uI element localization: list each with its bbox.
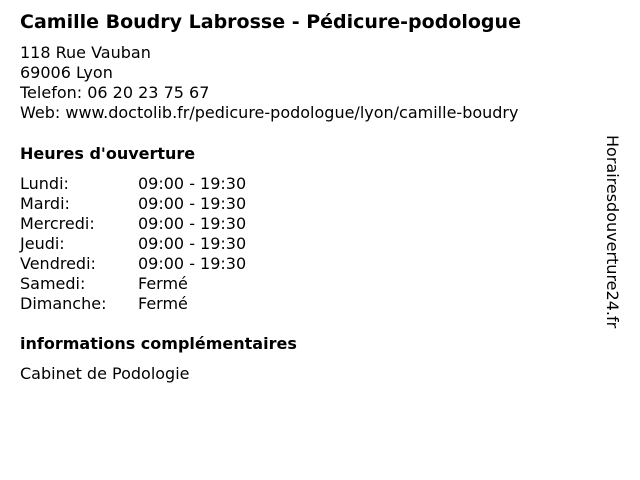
day-label: Jeudi: [20, 234, 65, 253]
hours-row-friday [20, 254, 246, 274]
day-label: Lundi: [20, 174, 69, 193]
page-title: Camille Boudry Labrosse - Pédicure-podologue [20, 11, 521, 33]
city-address: 69006 Lyon [20, 63, 113, 82]
opening-hours-heading: Heures d'ouverture [20, 144, 196, 163]
day-hours: Fermé [138, 274, 188, 293]
additional-info-text: Cabinet de Podologie [20, 364, 190, 383]
day-label: Mardi: [20, 194, 70, 213]
day-label: Samedi: [20, 274, 86, 293]
hours-row-monday [20, 174, 246, 194]
hours-row-tuesday [20, 194, 246, 214]
day-hours: 09:00 - 19:30 [138, 174, 247, 193]
day-label: Dimanche: [20, 294, 107, 313]
hours-row-thursday [20, 234, 246, 254]
site-brand-watermark: Horairesdouverture24.fr [603, 135, 622, 329]
day-hours: 09:00 - 19:30 [138, 234, 247, 253]
day-hours: Fermé [138, 294, 188, 313]
day-hours: 09:00 - 19:30 [138, 194, 247, 213]
hours-row-sunday [20, 294, 246, 314]
hours-row-saturday [20, 274, 246, 294]
day-hours: 09:00 - 19:30 [138, 214, 247, 233]
day-label: Mercredi: [20, 214, 95, 233]
day-label: Vendredi: [20, 254, 96, 273]
opening-hours-table [20, 174, 246, 314]
contact-block [20, 43, 518, 123]
website-link[interactable]: Web: www.doctolib.fr/pedicure-podologue/lyon/camille-boudry [20, 103, 519, 122]
day-hours: 09:00 - 19:30 [138, 254, 247, 273]
phone-number: Telefon: 06 20 23 75 67 [20, 83, 210, 102]
street-address: 118 Rue Vauban [20, 43, 151, 62]
hours-row-wednesday [20, 214, 246, 234]
additional-info-heading: informations complémentaires [20, 334, 297, 353]
